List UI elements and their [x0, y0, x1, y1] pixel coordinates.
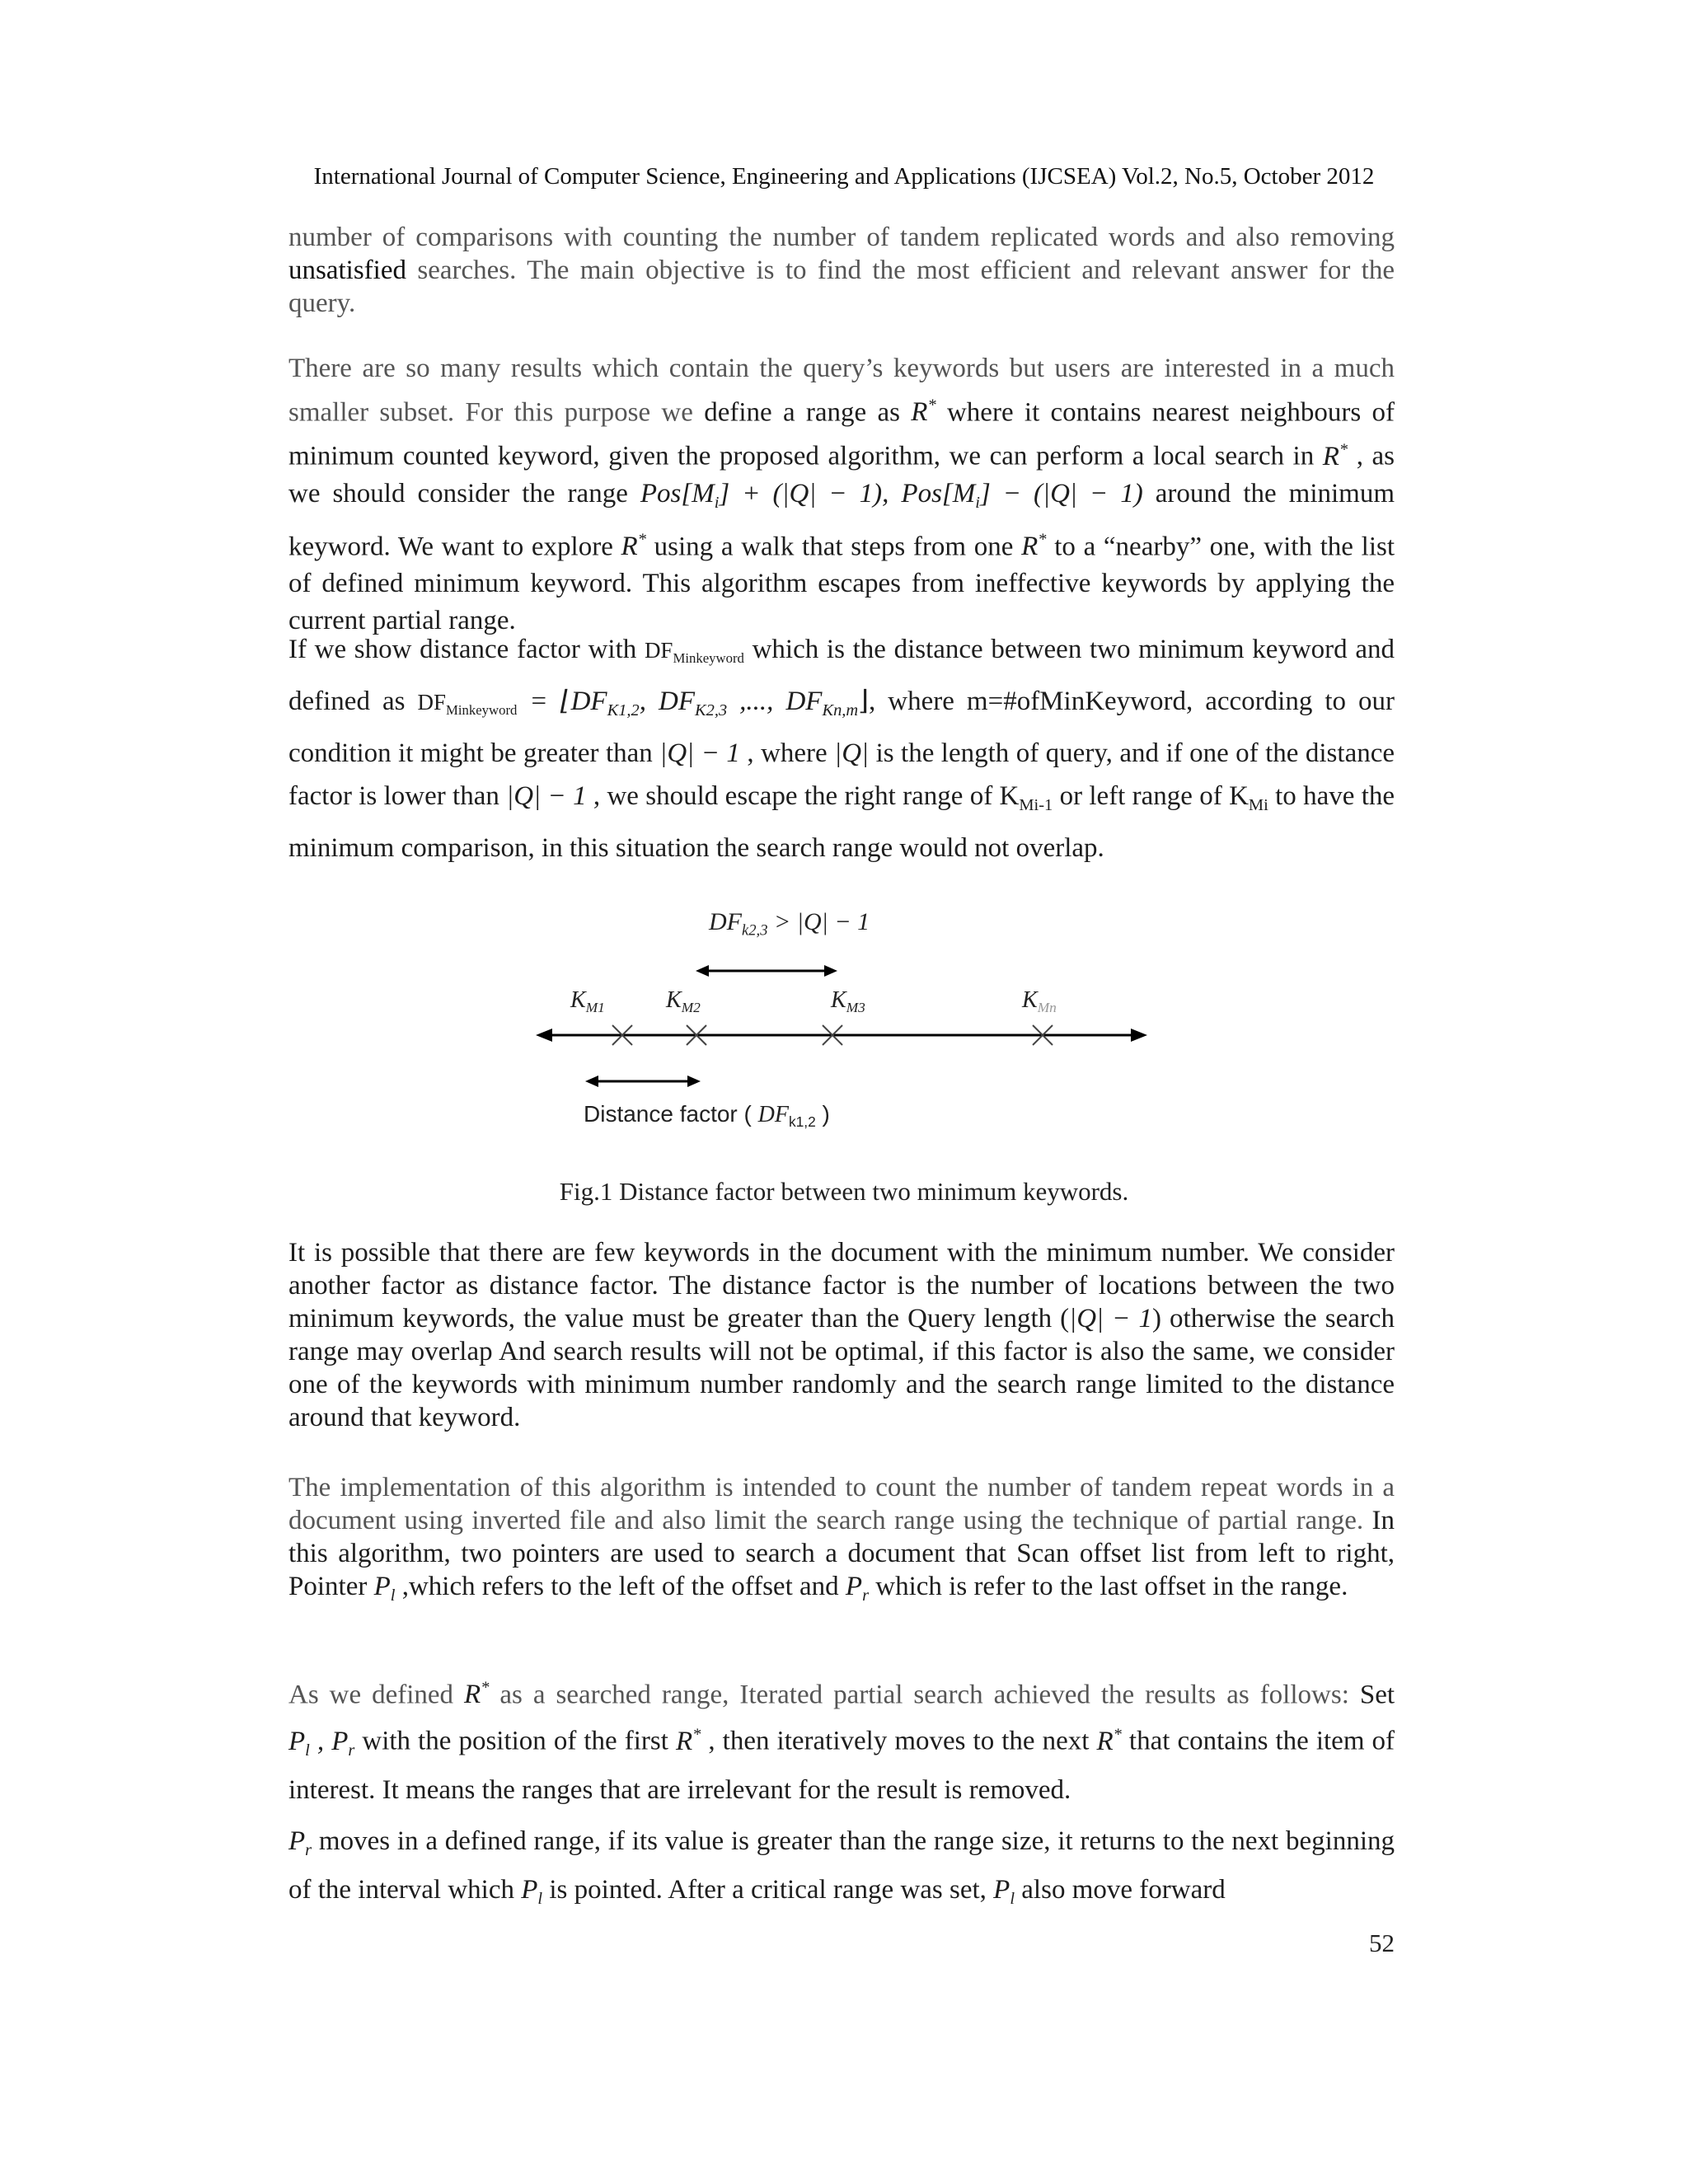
p2-text-c: where it contains nearest neighbours of minimum counted keyword, given the proposed algorithm, we can perform a local search in — [288, 397, 1395, 471]
p5-text-c: ,which refers to the left of the offset and — [395, 1572, 846, 1601]
figure-distance-factor — [528, 898, 1154, 1162]
q-minus-1-a: |Q| − 1 — [659, 738, 740, 768]
r-star-2: R* — [1322, 440, 1348, 471]
page-number: 52 — [1369, 1929, 1395, 1957]
p3-text-d: ⌋, where m=#ofMinKeyword, according to our condition it might be greater than — [288, 686, 1395, 768]
p2-text-d: , — [1348, 441, 1363, 471]
p3-text-f: is the length of query, and if one of the distance factor is lower than — [288, 738, 1395, 811]
p7-text-c: also move forward — [1015, 1875, 1226, 1905]
pointer-pr: $P_r$ — [845, 1572, 870, 1605]
p6-text-d: with the position of the first — [354, 1726, 676, 1756]
r-star-3: R* — [621, 530, 646, 561]
figure-caption: Fig.1 Distance factor between two minimum keywords. — [559, 1177, 1129, 1206]
p3-text-g: , we should escape the right range of — [586, 781, 1000, 811]
p3-text-b: which is the distance between two minimum keyword and defined as — [288, 635, 1395, 716]
pointers-pl-pr: $P_l$ , $P_r$ — [288, 1726, 355, 1760]
paragraph-4 — [288, 1236, 1395, 1434]
p1-word-unsatisfied: unsatisfied — [288, 255, 406, 285]
df-minkeyword-1: $DF_{Minkeyword}$ — [644, 638, 744, 666]
p2-text-e: as we should consider the range — [288, 441, 1395, 509]
p2-text-j: to a “nearby” one, with the list of defined minimum keyword. This algorithm escapes from ineffective keywords by applying the current partial range. — [288, 531, 1395, 635]
p4-text-a: It is possible that there are few keywords in the document with the minimum number. We consider another factor as distance factor. The distance factor is the number of locations between the two minimum keywords, the value must be greater than the Query length ( — [288, 1238, 1395, 1333]
k-m-i-1: $K_{Mi-1}$ — [999, 781, 1053, 815]
p4-text-b: ) otherwise the search range may overlap And search results will not be optimal, if this factor is also the same, we consider one of the keywords with minimum number randomly and the search range limited to the distance around that keyword. — [288, 1304, 1395, 1432]
q-abs: |Q| — [834, 738, 870, 768]
p1-text-b: searches. The main objective is to find the most efficient and relevant answer for the query. — [288, 255, 1395, 318]
p6-text-c: Set — [1359, 1680, 1395, 1710]
paragraph-5 — [288, 1471, 1395, 1612]
p7-text-b: is pointed. After a critical range was set, — [542, 1875, 994, 1905]
r-star-7: R* — [1096, 1725, 1122, 1756]
pointer-pl: $P_l$ — [373, 1572, 396, 1605]
paragraph-6 — [288, 1668, 1395, 1810]
p6-text-e: , then iteratively moves to the next — [701, 1726, 1097, 1756]
p6-text-b: as a searched range, Iterated partial search achieved the results as follows: — [489, 1680, 1349, 1710]
p3-text-i: to have the minimum comparison, in this situation the search range would not overlap. — [288, 781, 1395, 864]
fig-km2-label: $K_{M2}$ — [666, 987, 701, 1016]
df-minkeyword-2: $DF_{Minkeyword}$ — [417, 689, 518, 718]
pointer-pr-2: $P_r$ — [288, 1826, 312, 1860]
fig-kmn-label: $K_{Mn}$ — [1022, 987, 1057, 1016]
p2-text-h: using a walk that steps from one — [645, 531, 1022, 561]
p6-text-f: that contains the item of interest. It means the ranges that are irrelevant for the result is removed. — [288, 1726, 1395, 1805]
r-star-5: R* — [464, 1679, 490, 1710]
k-m-i: $K_{Mi}$ — [1229, 781, 1268, 815]
range-expression: $Pos[M_i] + (|Q| - 1)$, $Pos[M_i] - (|Q| - 1)$ — [640, 478, 1143, 512]
pointer-pl-2: $P_l$ — [521, 1875, 543, 1909]
p5-text-b: In this algorithm, two pointers are used to search a document that Scan offset list from left to right, Pointer — [288, 1506, 1395, 1601]
p3-text-a: If we show distance factor with — [288, 635, 645, 664]
paragraph-3 — [288, 628, 1395, 869]
q-minus-1-b: |Q| − 1 — [506, 781, 587, 811]
paragraph-7 — [288, 1821, 1395, 1919]
p2-text-g: We want to explore — [397, 531, 621, 561]
paragraph-2 — [288, 350, 1395, 640]
p2-text-a: There are so many results which contain the query’s keywords but users are interested in a much smaller subset. For this purpose we — [288, 354, 1395, 428]
running-header: International Journal of Computer Science, Engineering and Applications (IJCSEA) Vol.2, No.5, October 2012 — [313, 163, 1375, 190]
p5-text-a: The implementation of this algorithm is intended to count the number of tandem repeat words in a document using inverted file and also limit the search range using the technique of partial range. — [288, 1473, 1395, 1535]
fig-km1-label: $K_{M1}$ — [570, 987, 605, 1016]
p1-text-a: number of comparisons with counting the number of tandem replicated words and also removing — [288, 223, 1395, 252]
q-minus-1-c: |Q| − 1 — [1069, 1304, 1152, 1333]
p5-text-d: which is refer to the last offset in the range. — [869, 1572, 1348, 1601]
r-star-1: R* — [911, 396, 936, 428]
fig-top-label: $DF_{k2,3} > |Q| - 1$ — [709, 908, 870, 940]
r-star-4: R* — [1021, 530, 1047, 561]
df-set-expression: = $⌊DF_{K1,2}$, $DF_{K2,3}$ ,..., $DF_{Kn,m}$ — [517, 686, 859, 719]
paragraph-1 — [288, 221, 1395, 320]
fig-bottom-label: Distance factor ( $DF_{k1,2}$ ) — [584, 1101, 830, 1131]
p3-text-h: or left range of — [1053, 781, 1230, 811]
p3-text-e: , where — [739, 738, 835, 768]
pointer-pl-3: $P_l$ — [993, 1875, 1015, 1909]
p2-text-f: around the minimum keyword. — [288, 478, 1395, 561]
p2-text-b: define a range as — [692, 397, 912, 428]
p7-text-a: moves in a defined range, if its value is greater than the range size, it returns to the next beginning of the interval which — [288, 1826, 1395, 1905]
fig-km3-label: $K_{M3}$ — [831, 987, 865, 1016]
r-star-6: R* — [675, 1725, 701, 1756]
p6-text-a: As we defined — [288, 1680, 465, 1710]
